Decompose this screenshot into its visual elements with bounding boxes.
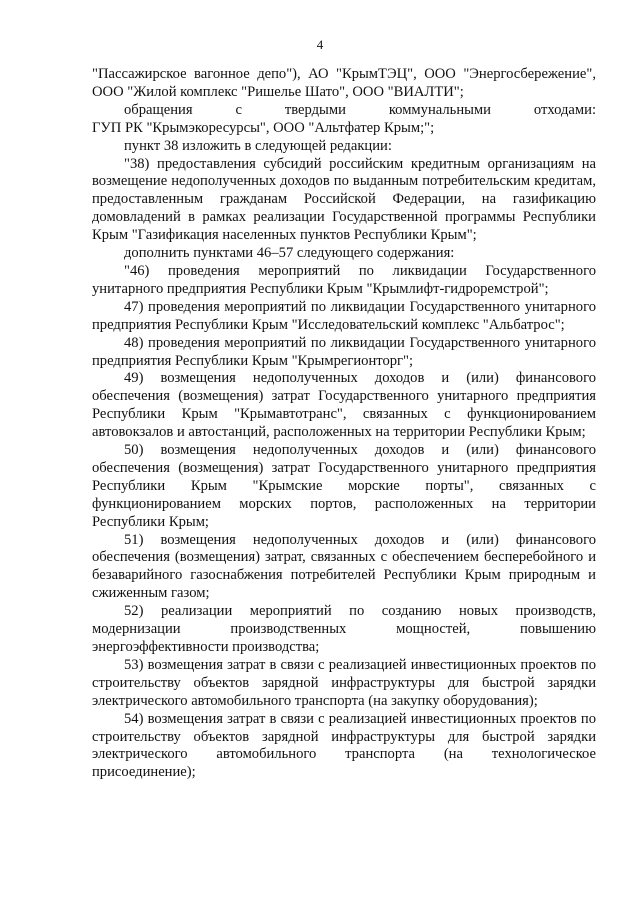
waste-line-1: обращения с твердыми коммунальными отходами: — [124, 101, 596, 118]
paragraph-p50: 50) возмещения недополученных доходов и (или) финансового обеспечения (возмещения) затрат Государственного унитарного предприятия Республики Крым "Крымские морские порты", связанных с функционированием морских портов, расположенных на территории Республики Крым; — [92, 442, 596, 530]
paragraph-p38: "38) предоставления субсидий российским кредитным организациям на возмещение недополученных доходов по выданным потребительским кредитам, предоставленным гражданам Российской Федерации, на газификацию домовладений в рамках реализации Государственной программы Республики Крым "Газификация населенных пунктов Республики Крым"; — [92, 155, 596, 244]
page-number: 4 — [316, 37, 324, 52]
document-body — [92, 66, 596, 782]
intro-organizations — [92, 66, 596, 102]
paragraph-p48: 48) проведения мероприятий по ликвидации Государственного унитарного предприятия Республики Крым "Крымрегионторг"; — [92, 334, 596, 369]
intro-line-2: ООО "Жилой комплекс "Ришелье Шато", ООО "ВИАЛТИ"; — [92, 83, 464, 100]
paragraph-p46: "46) проведения мероприятий по ликвидации Государственного унитарного предприятия Республики Крым "Крымлифт-гидроремстрой"; — [92, 262, 596, 297]
paragraph-add-intro: дополнить пунктами 46–57 следующего содержания: — [124, 245, 455, 262]
waste-organizations — [92, 102, 596, 138]
paragraph-p47: 47) проведения мероприятий по ликвидации Государственного унитарного предприятия Республики Крым "Исследовательский комплекс "Альбатрос"; — [92, 298, 596, 333]
waste-line-2: ГУП РК "Крымэкоресурсы", ООО "Альтфатер Крым;"; — [92, 119, 435, 136]
paragraph-p54: 54) возмещения затрат в связи с реализацией инвестиционных проектов по строительству объектов зарядной инфраструктуры для быстрой зарядки электрического автомобильного транспорта (на технологическое присоединение); — [92, 710, 596, 781]
paragraph-p51: 51) возмещения недополученных доходов и (или) финансового обеспечения (возмещения) затрат, связанных с обеспечением бесперебойного и безаварийного газоснабжения потребителей Республики Крым природным и сжиженным газом; — [92, 531, 596, 602]
intro-line-1: "Пассажирское вагонное депо"), АО "КрымТЭЦ", ООО "Энергосбережение", — [92, 66, 596, 82]
paragraph-p49: 49) возмещения недополученных доходов и (или) финансового обеспечения (возмещения) затрат Государственного унитарного предприятия Республики Крым "Крымавтотранс", связанных с функционированием автовокзалов и автостанций, расположенных на территории Республики Крым; — [92, 370, 596, 441]
paragraph-p53: 53) возмещения затрат в связи с реализацией инвестиционных проектов по строительству объектов зарядной инфраструктуры для быстрой зарядки электрического автомобильного транспорта (на закупку оборудования); — [92, 656, 596, 709]
paragraph-p52: 52) реализации мероприятий по созданию новых производств, модернизации производственных мощностей, повышению энергоэффективности производства; — [92, 603, 596, 655]
paragraph-p38-intro: пункт 38 изложить в следующей редакции: — [124, 137, 392, 154]
